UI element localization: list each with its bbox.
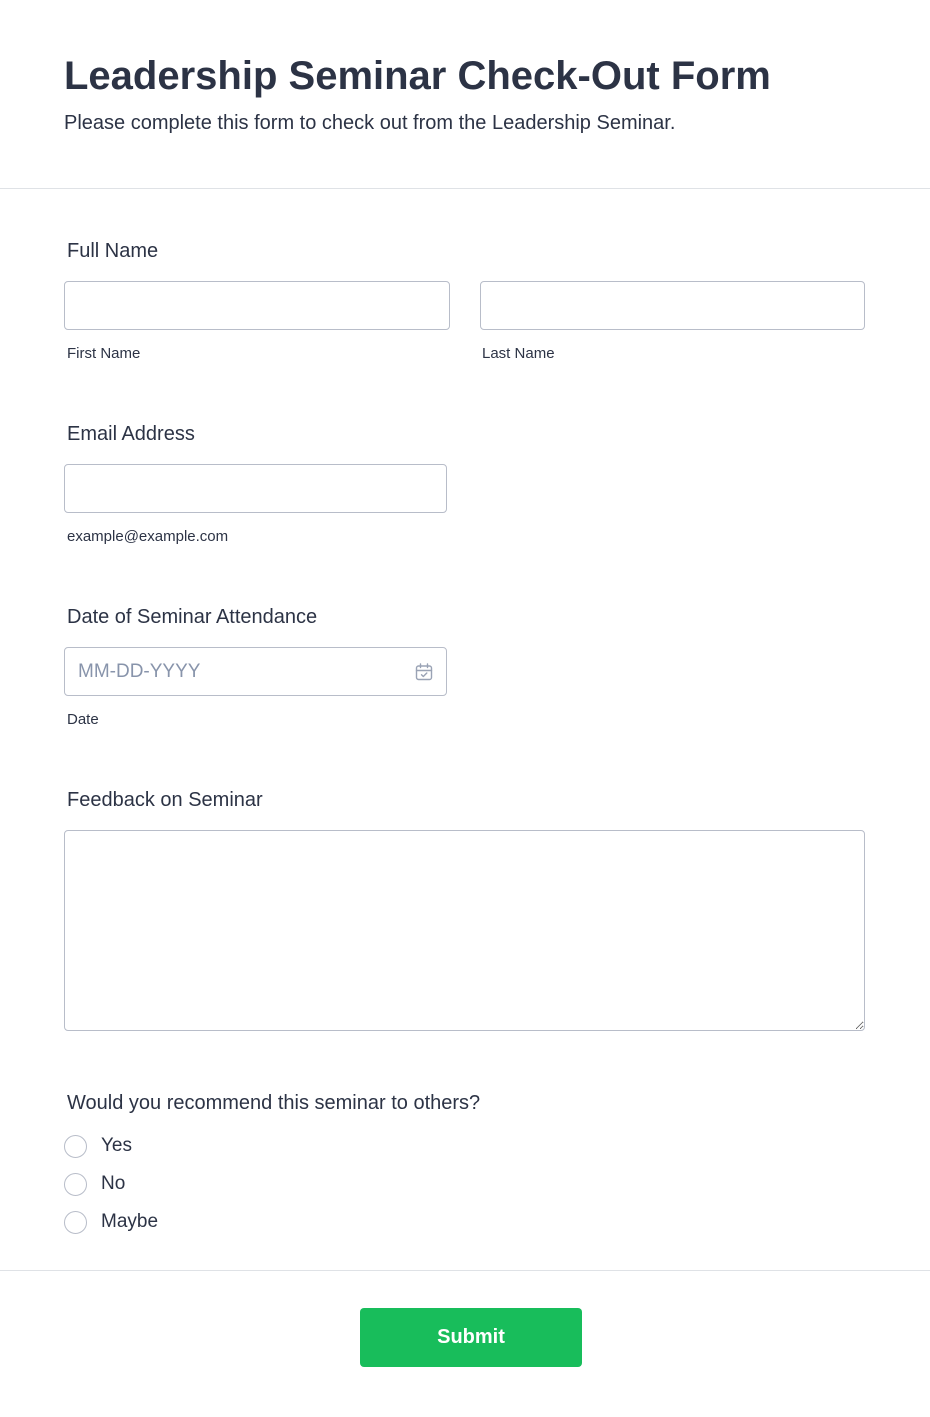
feedback-textarea[interactable] (64, 830, 865, 1031)
calendar-icon[interactable] (414, 662, 434, 682)
radio-button[interactable] (64, 1135, 87, 1158)
radio-label-no: No (101, 1173, 126, 1194)
radio-option-yes[interactable] (64, 1135, 364, 1161)
email-input[interactable] (64, 464, 447, 513)
recommend-label: Would you recommend this seminar to others? (67, 1092, 481, 1114)
form-subtitle: Please complete this form to check out from the Leadership Seminar. (64, 112, 676, 134)
radio-label-yes: Yes (101, 1135, 132, 1156)
radio-option-maybe[interactable] (64, 1211, 364, 1237)
radio-label-maybe: Maybe (101, 1211, 159, 1232)
last-name-sublabel: Last Name (482, 345, 555, 362)
radio-option-no[interactable] (64, 1173, 364, 1199)
radio-button[interactable] (64, 1211, 87, 1234)
attendance-date-input[interactable] (64, 647, 447, 696)
first-name-input[interactable] (64, 281, 450, 330)
full-name-label: Full Name (67, 240, 159, 262)
radio-button[interactable] (64, 1173, 87, 1196)
footer-divider (0, 1270, 930, 1271)
attendance-date-label: Date of Seminar Attendance (67, 606, 318, 628)
attendance-date-sublabel: Date (67, 711, 99, 728)
last-name-input[interactable] (480, 281, 865, 330)
submit-button[interactable]: Submit (360, 1308, 582, 1367)
email-label: Email Address (67, 423, 195, 445)
feedback-label: Feedback on Seminar (67, 789, 263, 811)
form-header (0, 0, 930, 189)
first-name-sublabel: First Name (67, 345, 141, 362)
email-sublabel: example@example.com (67, 528, 229, 545)
form-title: Leadership Seminar Check-Out Form (64, 54, 771, 98)
